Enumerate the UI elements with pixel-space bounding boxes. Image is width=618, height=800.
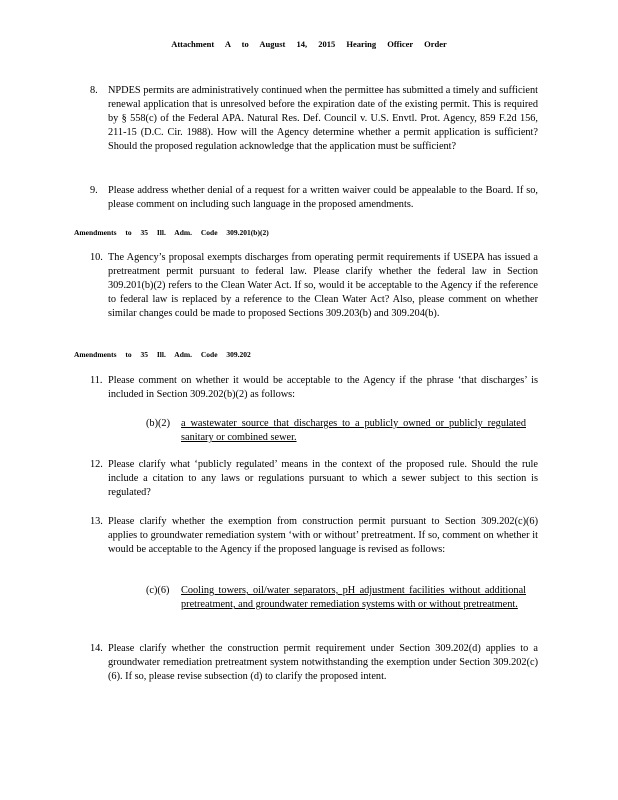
question-text: NPDES permits are administratively continued when the permittee has submitted a timely and sufficient renewal application that is unresolved before the expiration date of the existing permit. This is required by § 558(c) of the Federal APA. Natural Res. Def. Council v. U.S. Envtl. Prot. Agency, 859 F.2d 156, 211-15 (D.C. Cir. 1988). How will the Agency determine whether a permit application is sufficient? Should the proposed regulation acknowledge that the application must be sufficient? bbox=[108, 85, 538, 152]
section-heading: Amendments to 35 Ill. Adm. Code 309.201(b)(2) bbox=[74, 228, 269, 237]
question-12 bbox=[90, 458, 538, 500]
question-number: 10. bbox=[90, 252, 103, 263]
question-8 bbox=[90, 84, 538, 154]
proposed-language-b2 bbox=[146, 417, 526, 445]
page-header: Attachment A to August 14, 2015 Hearing Officer Order bbox=[171, 39, 447, 49]
proposed-text: a wastewater source that discharges to a publicly owned or publicly regulated sanitary or combined sewer. bbox=[181, 418, 526, 443]
question-text: Please clarify whether the construction permit requirement under Section 309.202(d) applies to a groundwater remediation pretreatment system notwithstanding the exemption under Section 309.202(c)(6). If so, please revise subsection (d) to clarify the proposed intent. bbox=[108, 643, 538, 682]
subsection-label: (b)(2) bbox=[146, 418, 171, 429]
proposed-text: Cooling towers, oil/water separators, pH adjustment facilities without additional pretreatment, and groundwater remediation systems with or without pretreatment. bbox=[181, 585, 526, 610]
question-10 bbox=[90, 251, 538, 321]
question-number: 14. bbox=[90, 643, 103, 654]
question-number: 9. bbox=[90, 185, 98, 196]
question-number: 12. bbox=[90, 459, 103, 470]
question-text: Please clarify whether the exemption from construction permit pursuant to Section 309.202(c)(6) applies to groundwater remediation system ‘with or without’ pretreatment. If so, comment on whether it would be acceptable to the Agency if the proposed language is revised as follows: bbox=[108, 516, 538, 555]
section-heading: Amendments to 35 Ill. Adm. Code 309.202 bbox=[74, 350, 251, 359]
question-number: 8. bbox=[90, 85, 98, 96]
question-text: Please comment on whether it would be acceptable to the Agency if the phrase ‘that discharges’ is included in Section 309.202(b)(2) as follows: bbox=[108, 375, 538, 400]
question-14 bbox=[90, 642, 538, 684]
question-text: Please clarify what ‘publicly regulated’ means in the context of the proposed rule. Should the rule include a citation to any laws or regulations pursuant to which a sewer subject to this section is regulated? bbox=[108, 459, 538, 498]
question-text: The Agency’s proposal exempts discharges from operating permit requirements if USEPA has issued a pretreatment permit pursuant to federal law. Please clarify whether the federal law in Section 309.201(b)(2) refers to the Clean Water Act. If so, would it be acceptable to the Agency if the reference to federal law is replaced by a reference to the Clean Water Act? Also, please comment on whether similar changes could be made to proposed Sections 309.203(b) and 309.204(b). bbox=[108, 252, 538, 319]
question-9 bbox=[90, 184, 538, 212]
question-text: Please address whether denial of a request for a written waiver could be appealable to the Board. If so, please comment on including such language in the proposed amendments. bbox=[108, 185, 538, 210]
subsection-label: (c)(6) bbox=[146, 585, 170, 596]
question-number: 13. bbox=[90, 516, 103, 527]
proposed-language-c6 bbox=[146, 584, 526, 612]
question-13 bbox=[90, 515, 538, 557]
question-11 bbox=[90, 374, 538, 402]
question-number: 11. bbox=[90, 375, 103, 386]
